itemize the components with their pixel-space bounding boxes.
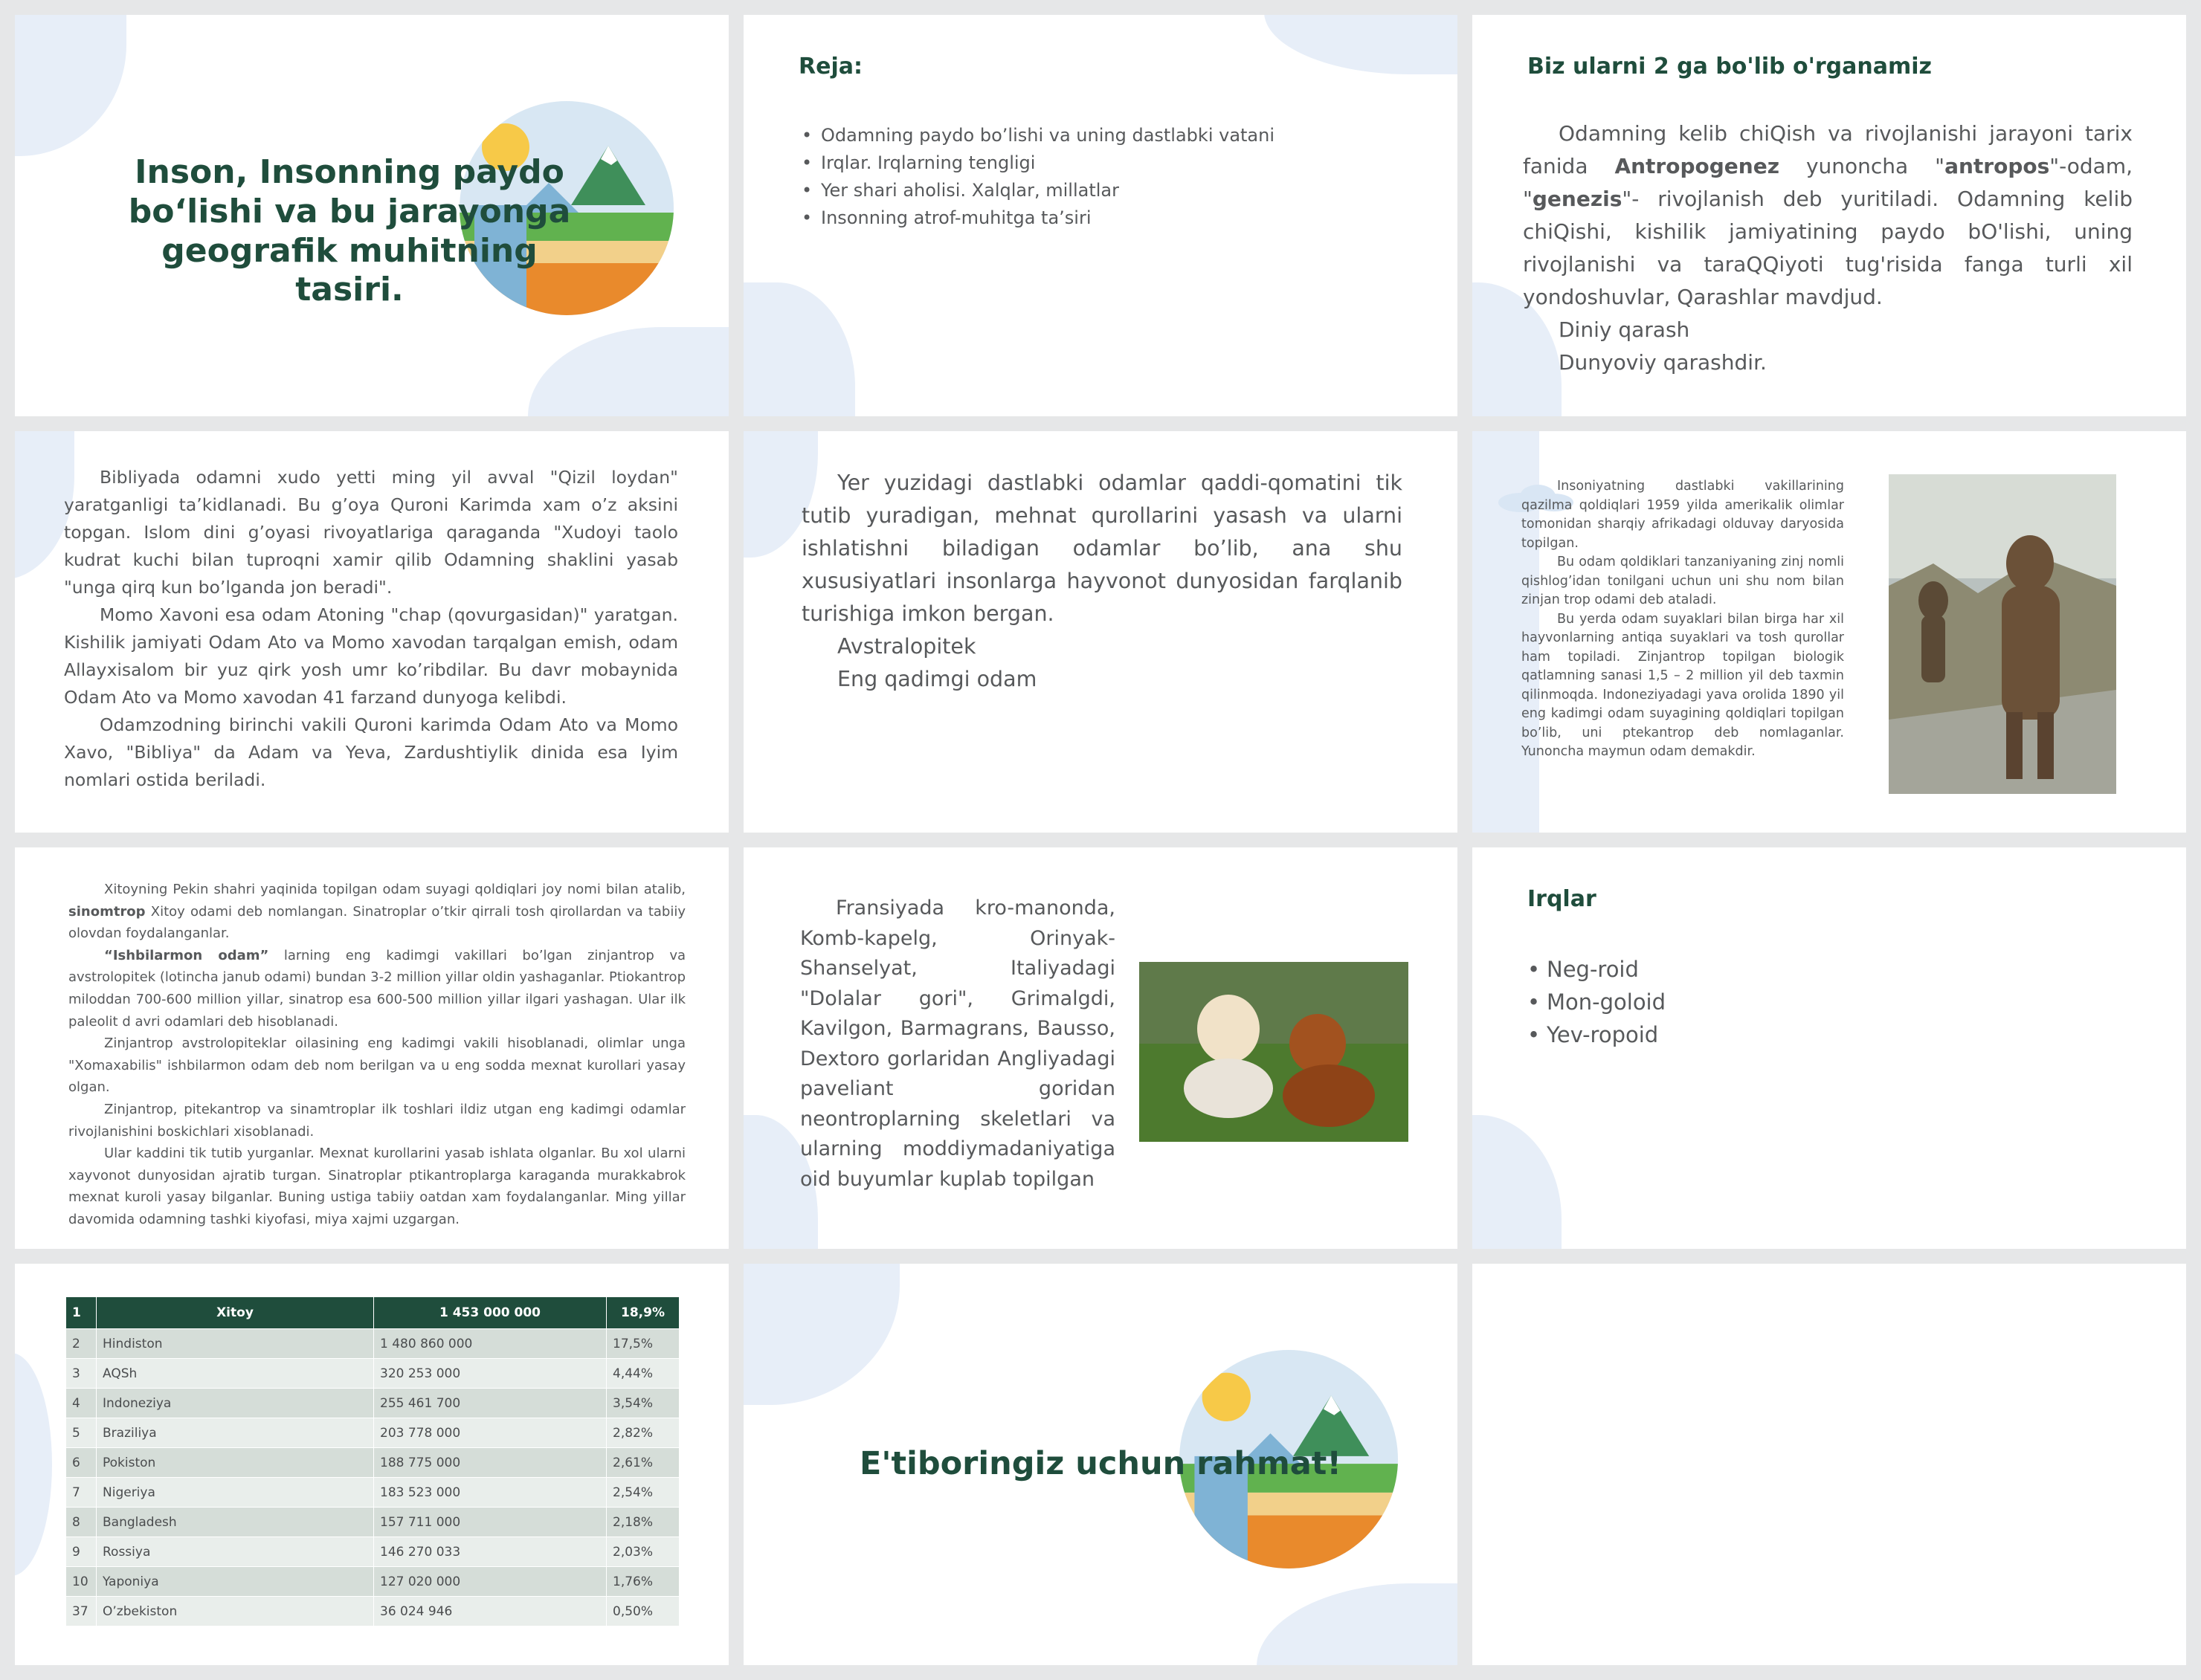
population-table bbox=[65, 1296, 680, 1626]
slide-two-views bbox=[1472, 15, 2186, 416]
table-row: 10 Yaponiya 127 020 000 1,76% bbox=[66, 1567, 680, 1597]
ancient-human-label: Eng qadimgi odam bbox=[837, 667, 1037, 691]
decor-blob bbox=[1264, 15, 1457, 74]
decor-blob bbox=[1257, 1583, 1457, 1665]
plan-item: • Odamning paydo bo’lishi va uning dastlabki vatani bbox=[799, 122, 1408, 149]
zinjanthropus-text: Insoniyatning dastlabki vakillarining qazilma qoldiqlari 1959 yilda amerikalik olimlar tomonidan sharqiy afrikadagi olduvay daryosida topilgan. Bu odam qoldiklari tanzaniyaning zinj nomli qishlog’idan tonilgani uchun uni shu nom bilan zinjan trop odami deb ataladi. Bu yerda odam suyaklari bilan birga har xil hayvonlarning antiqa suyaklari va tosh qurollar ham topiladi. Zinjantrop topilgan biologik qatlamning sanasi 1,5 – 2 million yil deb taxmin qilinmoqda. Indoneziyadagi yava orolida 1890 yil eng kadimgi odam suyagining qoldiqlari topilgan bo’lib, uni ptekantrop deb nomlaganlar. Yunoncha maymun odam demakdir. bbox=[1521, 479, 1844, 759]
slide-zinjanthropus bbox=[1472, 431, 2186, 833]
plan-item: • Irqlar. Irqlarning tengligi bbox=[799, 149, 1408, 177]
bible-text: Bibliyada odamni xudo yetti ming yil avval "Qizil loydan" yaratganligi ta’kidlanadi. Bu g’oya Quroni Karimda xam o’z aksini topgan. Islom dini g’oyasi rivoyatlariga qaraganda "Xudoyi taolo kudrat kuchi bilan tuproqni xamir qilib Odamning shaklini yasab "unga qirq kun bo’lganda jon beradi". Momo Xavoni esa odam Atoning "chap (qovurgasidan)" yaratgan. Kishilik jamiyati Odam Ato va Momo xavodan tarqalgan emish, odam Allayxisalom bir yuz qirk yosh umr ko’ribdilar. Bu davr mobaynida Odam Ato va Momo xavodan 41 farzand dunyoga kelibdi. Odamzodning birinchi vakili Quroni karimda Odam Ato va Momo Xavo, "Bibliya" da Adam va Yeva, Zardushtiylik dinida esa Iyim nomlari ostida beriladi. bbox=[64, 467, 678, 790]
slide-title bbox=[15, 15, 729, 416]
table-row: 6 Pokiston 188 775 000 2,61% bbox=[66, 1448, 680, 1478]
races-heading: Irqlar bbox=[1527, 886, 1596, 912]
table-row: 2 Hindiston 1 480 860 000 17,5% bbox=[66, 1329, 680, 1359]
decor-blob bbox=[528, 327, 729, 416]
table-row: 3 AQSh 320 253 000 4,44% bbox=[66, 1359, 680, 1389]
race-item: • Yev-ropoid bbox=[1524, 1018, 1970, 1051]
slide-plan bbox=[744, 15, 1457, 416]
table-row: 37 O’zbekiston 36 024 946 0,50% bbox=[66, 1597, 680, 1626]
decor-blob bbox=[744, 1264, 900, 1405]
slide-sinanthropus bbox=[15, 847, 729, 1249]
view-religious: Diniy qarash bbox=[1559, 317, 1690, 342]
plan-list bbox=[799, 122, 1408, 232]
decor-blob bbox=[15, 15, 126, 156]
race-item: • Mon-goloid bbox=[1524, 986, 1970, 1018]
view-secular: Dunyoviy qarashdir. bbox=[1559, 350, 1767, 375]
slide-thanks bbox=[744, 1264, 1457, 1665]
table-row: 4 Indoneziya 255 461 700 3,54% bbox=[66, 1389, 680, 1418]
plan-heading: Reja: bbox=[799, 54, 863, 80]
main-title: Inson, Insonning paydo boʻlishi va bu jarayonga geografik muhitning tasiri. bbox=[128, 153, 571, 309]
table-row: 8 Bangladesh 157 711 000 2,18% bbox=[66, 1508, 680, 1537]
child-and-orangutan-image bbox=[1139, 962, 1408, 1142]
plan-item: • Insonning atrof-muhitga ta’siri bbox=[799, 204, 1408, 232]
slide-population-table bbox=[15, 1264, 729, 1665]
neanderthals-text: Fransiyada kro-manonda, Komb-kapelg, Orinyak-Shanselyat, Italiyadagi "Dolalar gori", Grimalgdi, Kavilgon, Barmagrans, Bausso, Dextoro gorlaridan Angliyadagi paveliant goridan neontroplarning skeletlari va ularning moddiymadaniyatiga oid buyumlar kuplab topilgan bbox=[800, 896, 1115, 1191]
views-heading: Biz ularni 2 ga bo'lib o'rganamiz bbox=[1527, 54, 1932, 80]
slide-bible bbox=[15, 431, 729, 833]
races-list bbox=[1524, 953, 1970, 1051]
slide-races bbox=[1472, 847, 2186, 1249]
decor-blob bbox=[15, 1353, 52, 1576]
decor-blob bbox=[744, 282, 855, 416]
views-text: Odamning kelib chiQish va rivojlanishi jarayoni tarix fanida Antropogenez yunoncha "antropos"-odam, "genezis"- rivojlanish deb yuritiladi. Odamning kelib chiQishi, kishilik jamiyatining paydo bO'lishi, uning rivojlanishi va taraQQiyoti tug'risida fanga turli xil yondoshuvlar, Qarashlar mavdjud. Diniy qarash Dunyoviy qarashdir. bbox=[1523, 117, 2133, 379]
plan-item: • Yer shari aholisi. Xalqlar, millatlar bbox=[799, 177, 1408, 204]
decor-blob bbox=[1472, 1115, 1562, 1249]
sinanthropus-text: Xitoyning Pekin shahri yaqinida topilgan odam suyagi qoldiqlari joy nomi bilan atalib, sinomtrop Xitoy odami deb nomlangan. Sinatroplar o’tkir qirrali tosh qirollardan va tabiiy olovdan foydalanganlar. “Ishbilarmon odam” larning eng kadimgi vakillari bo’lgan zinjantrop va avstrolopitek (lotincha janub odami) bundan 3-2 million yillar oldin yashaganlar. Ptiokantrop miloddan 700-600 million yillar, sinatrop esa 600-500 million yillar ilgari yashagan. Ular ilk paleolit d avri odamlari deb hisoblanadi. Zinjantrop avstrolopiteklar oilasining eng kadimgi vakili hisoblanadi, olimlar unga "Xomaxabilis" ishbilarmon odam deb nom berilgan va u eng sodda mexnat kurollari yasay olgan. Zinjantrop, pitekantrop va sinamtroplar ilk toshlari ildiz utgan eng kadimgi odamlar rivojlanishini boskichlari xisoblanadi. Ular kaddini tik tutib yurganlar. Mexnat kurollarini yasab ishlata olganlar. Bu xol ularni xayvonot dunyosidan ajratib turgan. Sinatroplar ptikantroplarga karaganda murakkabrok mexnat kuroli yasay bilganlar. Buning ustiga tabiiy oatdan xam foydalanganlar. Ming yillar davomida odamning tashki kiyofasi, miya xajmi uzgargan. bbox=[68, 882, 686, 1227]
slide-blank bbox=[1472, 1264, 2186, 1665]
first-humans-text: Yer yuzidagi dastlabki odamlar qaddi-qomatini tik tutib yuradigan, mehnat qurollarini yasash va ularni ishlatishni biladigan odamlar bo’lib, ana shu xususiyatlari insonlarga hayvonot dunyosidan farqlanib turishiga imkon bergan. Avstralopitek Eng qadimgi odam bbox=[802, 467, 1402, 696]
table-row: 1 Xitoy 1 453 000 000 18,9% bbox=[66, 1297, 680, 1329]
slide-first-humans bbox=[744, 431, 1457, 833]
table-row: 5 Braziliya 203 778 000 2,82% bbox=[66, 1418, 680, 1448]
australopithecus-label: Avstralopitek bbox=[837, 634, 976, 659]
slide-neanderthals bbox=[744, 847, 1457, 1249]
table-row: 7 Nigeriya 183 523 000 2,54% bbox=[66, 1478, 680, 1508]
prehistoric-humans-image bbox=[1889, 474, 2116, 794]
table-row: 9 Rossiya 146 270 033 2,03% bbox=[66, 1537, 680, 1567]
race-item: • Neg-roid bbox=[1524, 953, 1970, 986]
thanks-title: E'tiboringiz uchun rahmat! bbox=[860, 1445, 1341, 1482]
